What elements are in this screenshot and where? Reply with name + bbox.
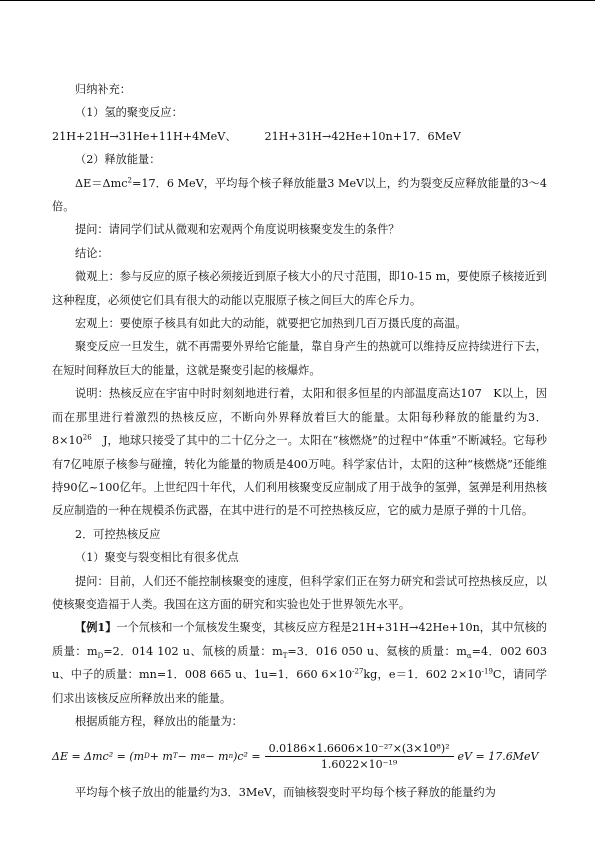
mass-energy-intro: 根据质能方程，释放出的能量为： (75, 714, 243, 728)
fusion-reaction-heading: （1）氢的聚变反应： (75, 106, 183, 120)
document-body (52, 78, 547, 805)
controllable-heading: 2．可控热核反应 (75, 527, 161, 541)
fusion-equations (52, 125, 547, 148)
fraction-denominator: 1.6022×10⁻¹⁹ (320, 757, 398, 771)
question-controllable: 提问：目前，人们还不能控制核聚变的速度，但科学家们正在努力研究和尝试可控热核反应，以使核聚变造福于人类。我国在这方面的研究和实验也处于世界领先水平。 (52, 574, 547, 611)
summary-heading: 归纳补充： (75, 83, 131, 96)
fusion-equation-1: 21H+21H→31He+11H+4MeV、 (52, 129, 237, 143)
example-1: 【例1】一个氘核和一个氚核发生聚变，其核反应方程是21H+31H→42He+10n，其中氘核的质量：$m_D=2$．014 102 u、氚核的质量：$m_T=3$．016 050 u、氦核的质量：$m_\alpha=4$．002 603 u、中子的质量：mn=1．008 665 u、1u=1．660 $6\times 10^{-27}kg$，e＝1．602 $2\times 10^{-19}C$，请同学们求出该核反应所释放出来的能量。 (52, 620, 547, 705)
fusion-equation-2: 21H+31H→42He+10n+17．6MeV (264, 129, 461, 143)
explanation-paragraph: 说明：热核反应在宇宙中时时刻刻地进行着，太阳和很多恒星的内部温度高达107 K以上，因而在那里进行着激烈的热核反应，不断向外界释放着巨大的能量。太阳每秒释放的能量约为3．$8\times 10^{26}$ J，地球只接受了其中的二十亿分之一。太阳在“核燃烧”的过程中“体重”不断减轻。它每秒有7亿吨原子核参与碰撞，转化为能量的物质是400万吨。科学家估计，太阳的这种“核燃烧”还能维持90亿~100亿年。上世纪四十年代，人们利用核聚变反应制成了用于战争的氢弹，氢弹是利用热核反应制造的一种在规模杀伤武器，在其中进行的是不可控热核反应，它的威力是原子弹的十几倍。 (52, 387, 547, 518)
microscopic-paragraph: 微观上：参与反应的原子核必须接近到原子核大小的尺寸范围，即10-15 m，要使原子核接近到这种程度，必须使它们具有很大的动能以克服原子核之间巨大的库仑斥力。 (52, 270, 547, 307)
released-energy-heading: （2）释放能量： (75, 153, 161, 167)
average-energy-paragraph: 平均每个核子放出的能量约为3．3MeV，而铀核裂变时平均每个核子释放的能量约为 (75, 786, 496, 800)
example-label: 【例1】 (75, 620, 117, 635)
energy-fraction (265, 741, 454, 772)
advantages-heading: （1）聚变与裂变相比有很多优点 (75, 551, 239, 565)
top-border-line (0, 0, 595, 1)
energy-equation: ΔE = Δmc² = (m D + m T − m α − m n )c² = $\frac{\text{0.0186×1.6606×10⁻²⁷×(3×10⁸)²}}{\text{1.6022×10⁻¹⁹}}$ eV = 17.6MeV (52, 741, 539, 771)
conclusion-heading: 结论： (75, 246, 109, 260)
fusion-explosion-paragraph: 聚变反应一旦发生，就不再需要外界给它能量，靠自身产生的热就可以维持反应持续进行下去，在短时间释放巨大的能量，这就是聚变引起的核爆炸。 (52, 340, 547, 377)
question-conditions: 提问：请同学们试从微观和宏观两个角度说明核聚变发生的条件？ (75, 223, 400, 237)
fraction-numerator: 0.0186×1.6606×10⁻²⁷×(3×10⁸)² (265, 741, 454, 757)
macroscopic-paragraph: 宏观上：要使原子核具有如此大的动能，就要把它加热到几百万摄氏度的高温。 (75, 317, 467, 331)
energy-statement: ΔE＝Δmc$^2$=17．6 MeV，平均每个核子释放能量3 MeV以上，约为裂变反应释放能量的3～4倍。 (52, 175, 547, 214)
